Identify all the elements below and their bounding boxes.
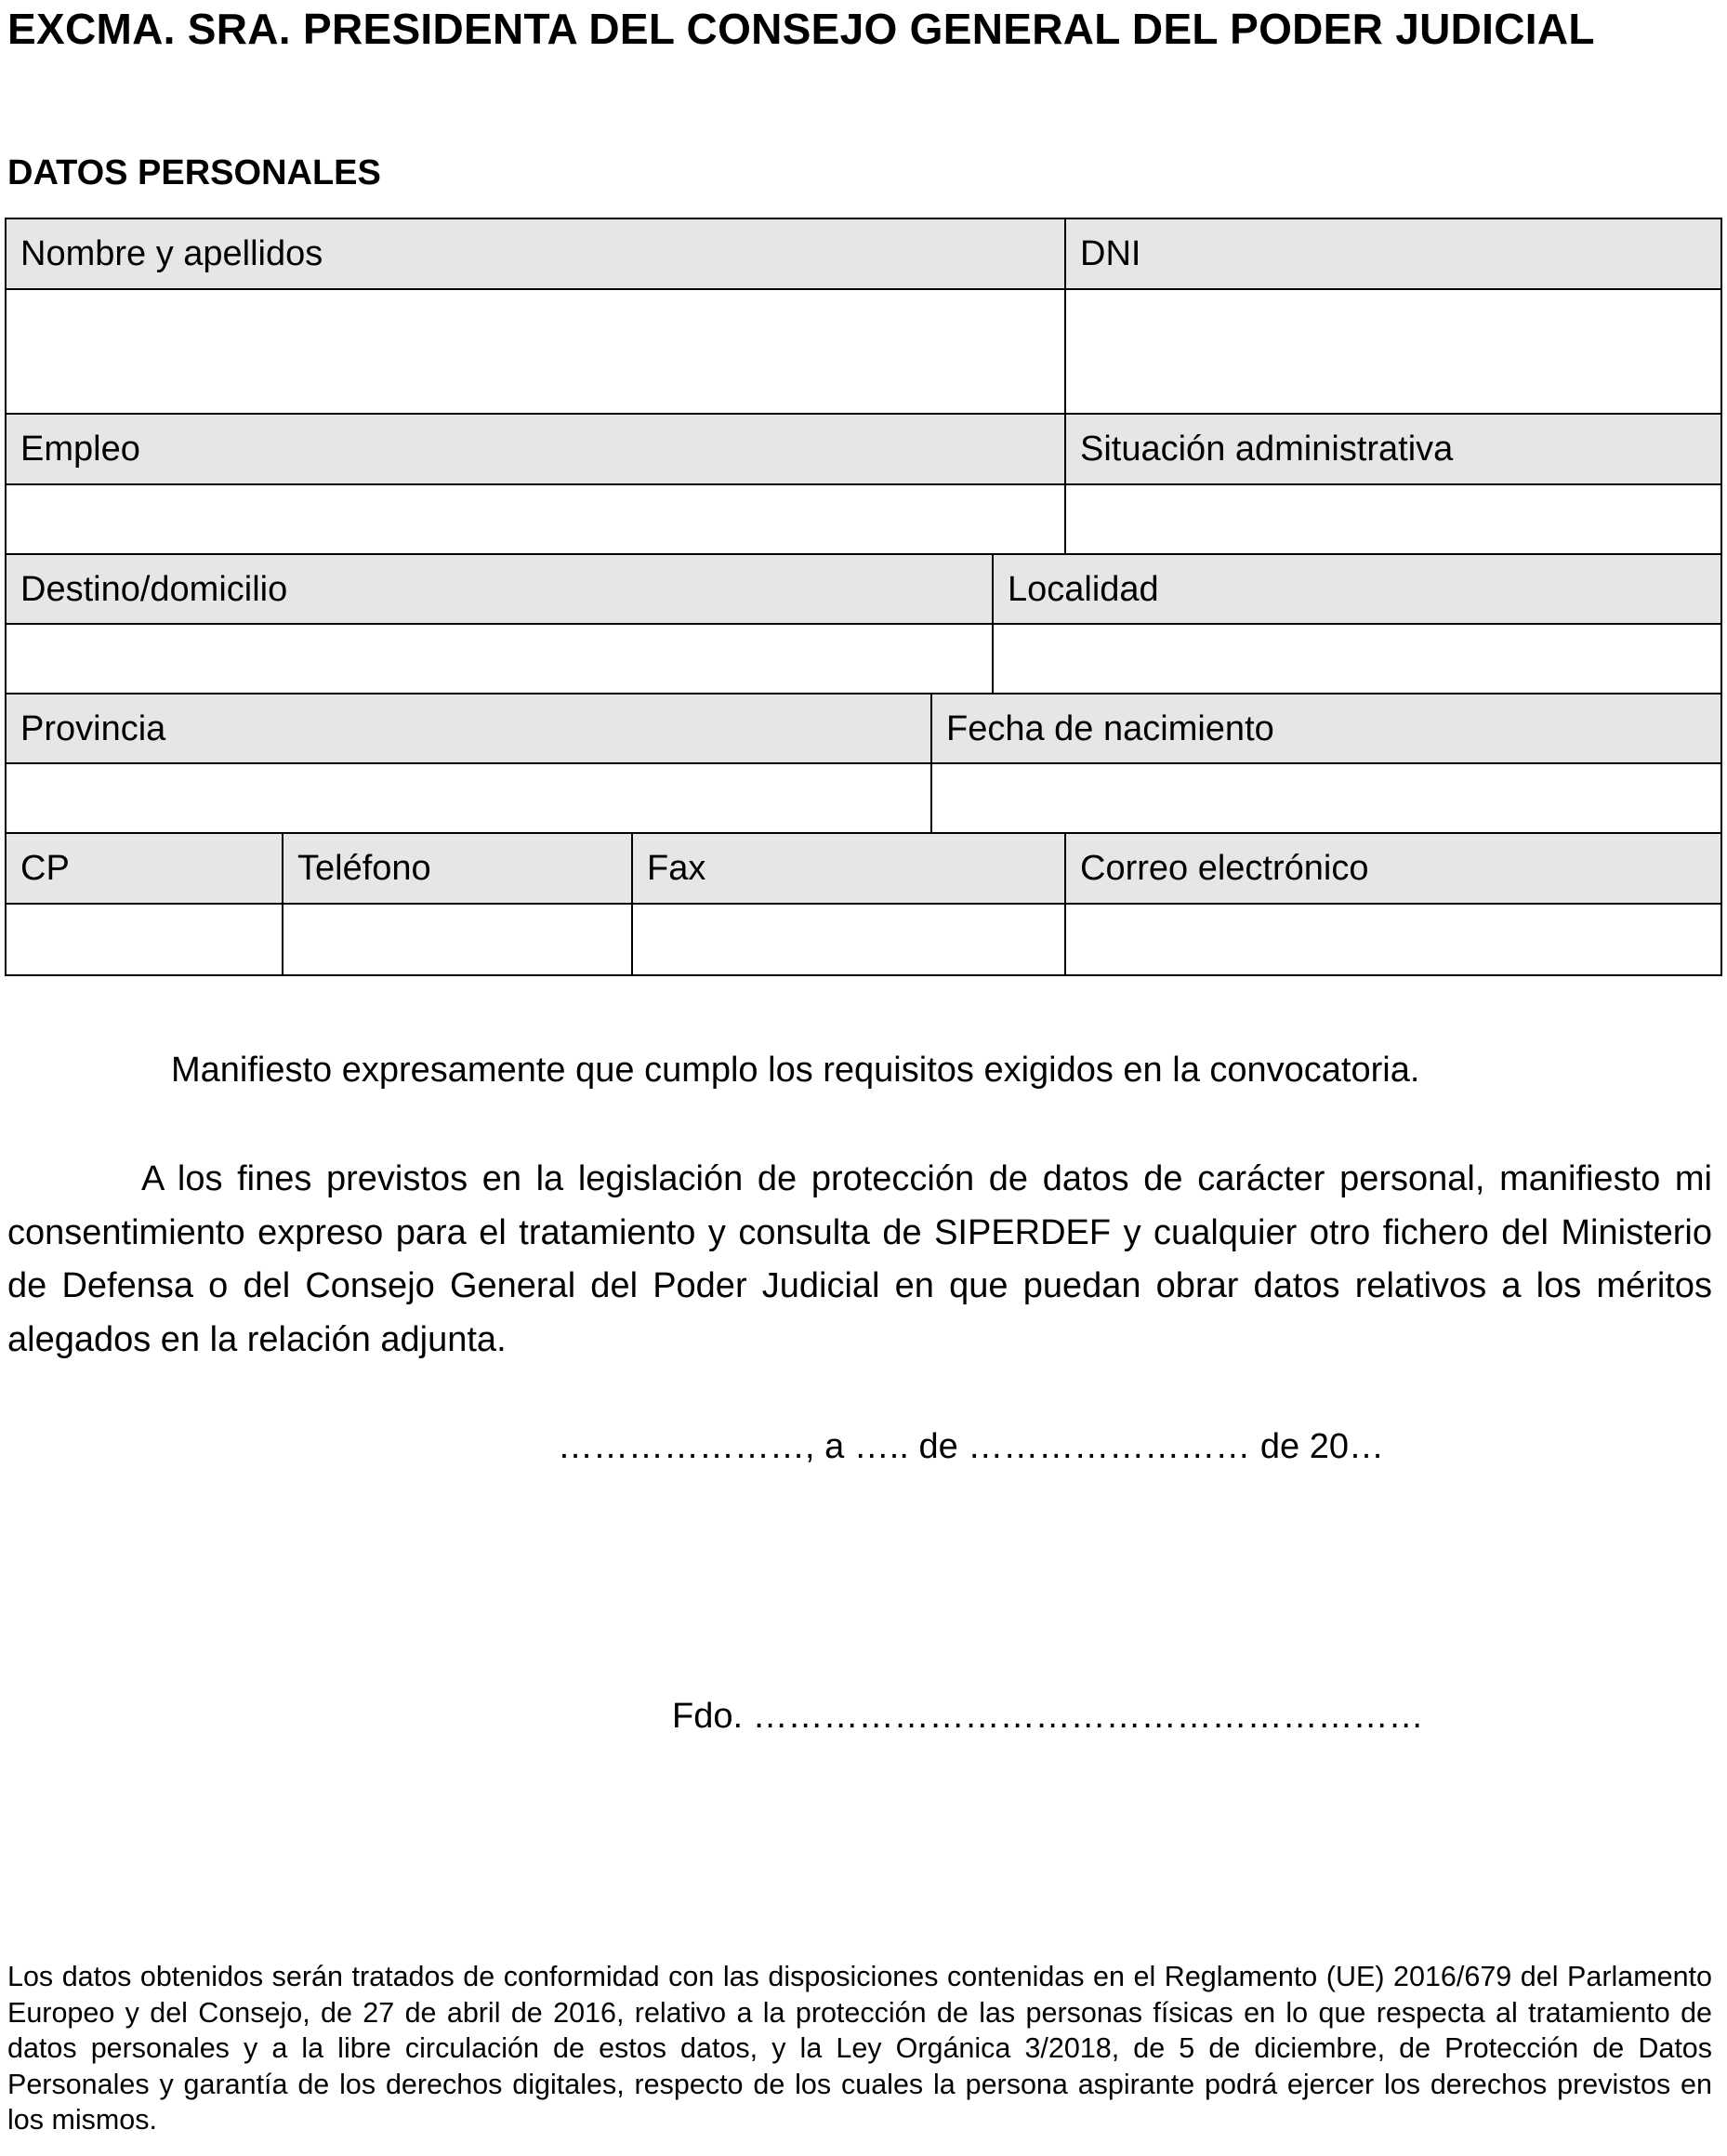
table-rule (6, 218, 1721, 219)
situacion-field[interactable] (1065, 484, 1721, 554)
table-rule (6, 974, 1721, 976)
table-rule (930, 693, 932, 833)
data-protection-footnote: Los datos obtenidos serán tratados de conformidad con las disposiciones contenidas en el Reglamento (UE) 2016/679 del Parlamento Europeo y del Consejo, de 27 de abril de 2016, relativo a la protección de las personas físicas en lo que respecta al tratamiento de datos personales y a la libre circulación de estos datos, y la Ley Orgánica 3/2018, de 5 de diciembre, de Protección de Datos Personales y garantía de los derechos digitales, respecto de los cuales la persona aspirante podrá ejercer los derechos previstos en los mismos. (7, 1961, 1712, 2136)
empleo-field[interactable] (6, 484, 1065, 554)
table-rule (5, 218, 7, 976)
telefono-label-cell (283, 833, 632, 904)
cp-label: CP (20, 849, 70, 888)
table-rule (6, 288, 1721, 290)
fax-label-cell (632, 833, 1065, 904)
cp-label-cell (6, 833, 283, 904)
table-rule (1064, 218, 1066, 554)
dni-label-cell (1065, 218, 1721, 289)
telefono-field[interactable] (283, 904, 632, 975)
dni-label: DNI (1080, 234, 1141, 273)
table-rule (282, 832, 283, 976)
page-title: EXCMA. SRA. PRESIDENTA DEL CONSEJO GENERAL DEL PODER JUDICIAL (7, 5, 1595, 53)
correo-label-cell (1065, 833, 1721, 904)
signature-line: Fdo. ………………………………………………… (672, 1697, 1424, 1736)
nombre-label-cell (6, 218, 1065, 289)
situacion-label-cell (1065, 414, 1721, 484)
fecha-nacimiento-label: Fecha de nacimiento (946, 708, 1274, 748)
correo-field[interactable] (1065, 904, 1721, 975)
table-rule (6, 623, 1721, 625)
dni-field[interactable] (1065, 289, 1721, 414)
fecha-label-cell (931, 694, 1721, 763)
empleo-label-cell (6, 414, 1065, 484)
nombre-label: Nombre y apellidos (20, 234, 323, 273)
table-rule (6, 903, 1721, 905)
consent-paragraph: A los fines previstos en la legislación de protección de datos de carácter personal, manifiesto mi consentimiento expreso para el tratamiento y consulta de SIPERDEF y cualquier otro fichero del Ministerio de Defensa o del Consejo General del Poder Judicial en que puedan obrar datos relativos a los méritos alegados en la relación adjunta. (7, 1159, 1712, 1359)
nombre-field[interactable] (6, 289, 1065, 414)
correo-label: Correo electrónico (1080, 849, 1369, 888)
table-rule (6, 832, 1721, 834)
requirements-statement: Manifiesto expresamente que cumplo los requisitos exigidos en la convocatoria. (171, 1051, 1420, 1090)
table-rule (6, 553, 1721, 555)
table-rule (992, 553, 994, 694)
provincia-field[interactable] (6, 763, 931, 833)
empleo-label: Empleo (20, 430, 140, 469)
table-rule (6, 762, 1721, 764)
provincia-label: Provincia (20, 708, 166, 748)
provincia-label-cell (6, 694, 931, 763)
destino-label-cell (6, 554, 993, 624)
place-date-line: …………………, a ….. de …………………… de 20… (558, 1427, 1384, 1466)
table-rule (6, 413, 1721, 415)
personal-data-table (6, 218, 1721, 975)
localidad-label: Localidad (1008, 569, 1159, 609)
telefono-label: Teléfono (297, 849, 431, 888)
fax-field[interactable] (632, 904, 1065, 975)
table-rule (631, 832, 633, 976)
table-rule (1064, 832, 1066, 976)
section-title: DATOS PERSONALES (7, 153, 381, 192)
table-rule (6, 483, 1721, 485)
fax-label: Fax (647, 849, 706, 888)
destino-field[interactable] (6, 624, 993, 694)
localidad-label-cell (993, 554, 1721, 624)
cp-field[interactable] (6, 904, 283, 975)
table-rule (1720, 218, 1722, 976)
localidad-field[interactable] (993, 624, 1721, 694)
situacion-label: Situación administrativa (1080, 430, 1454, 469)
fecha-nacimiento-field[interactable] (931, 763, 1721, 833)
destino-label: Destino/domicilio (20, 569, 288, 609)
table-rule (6, 693, 1721, 694)
